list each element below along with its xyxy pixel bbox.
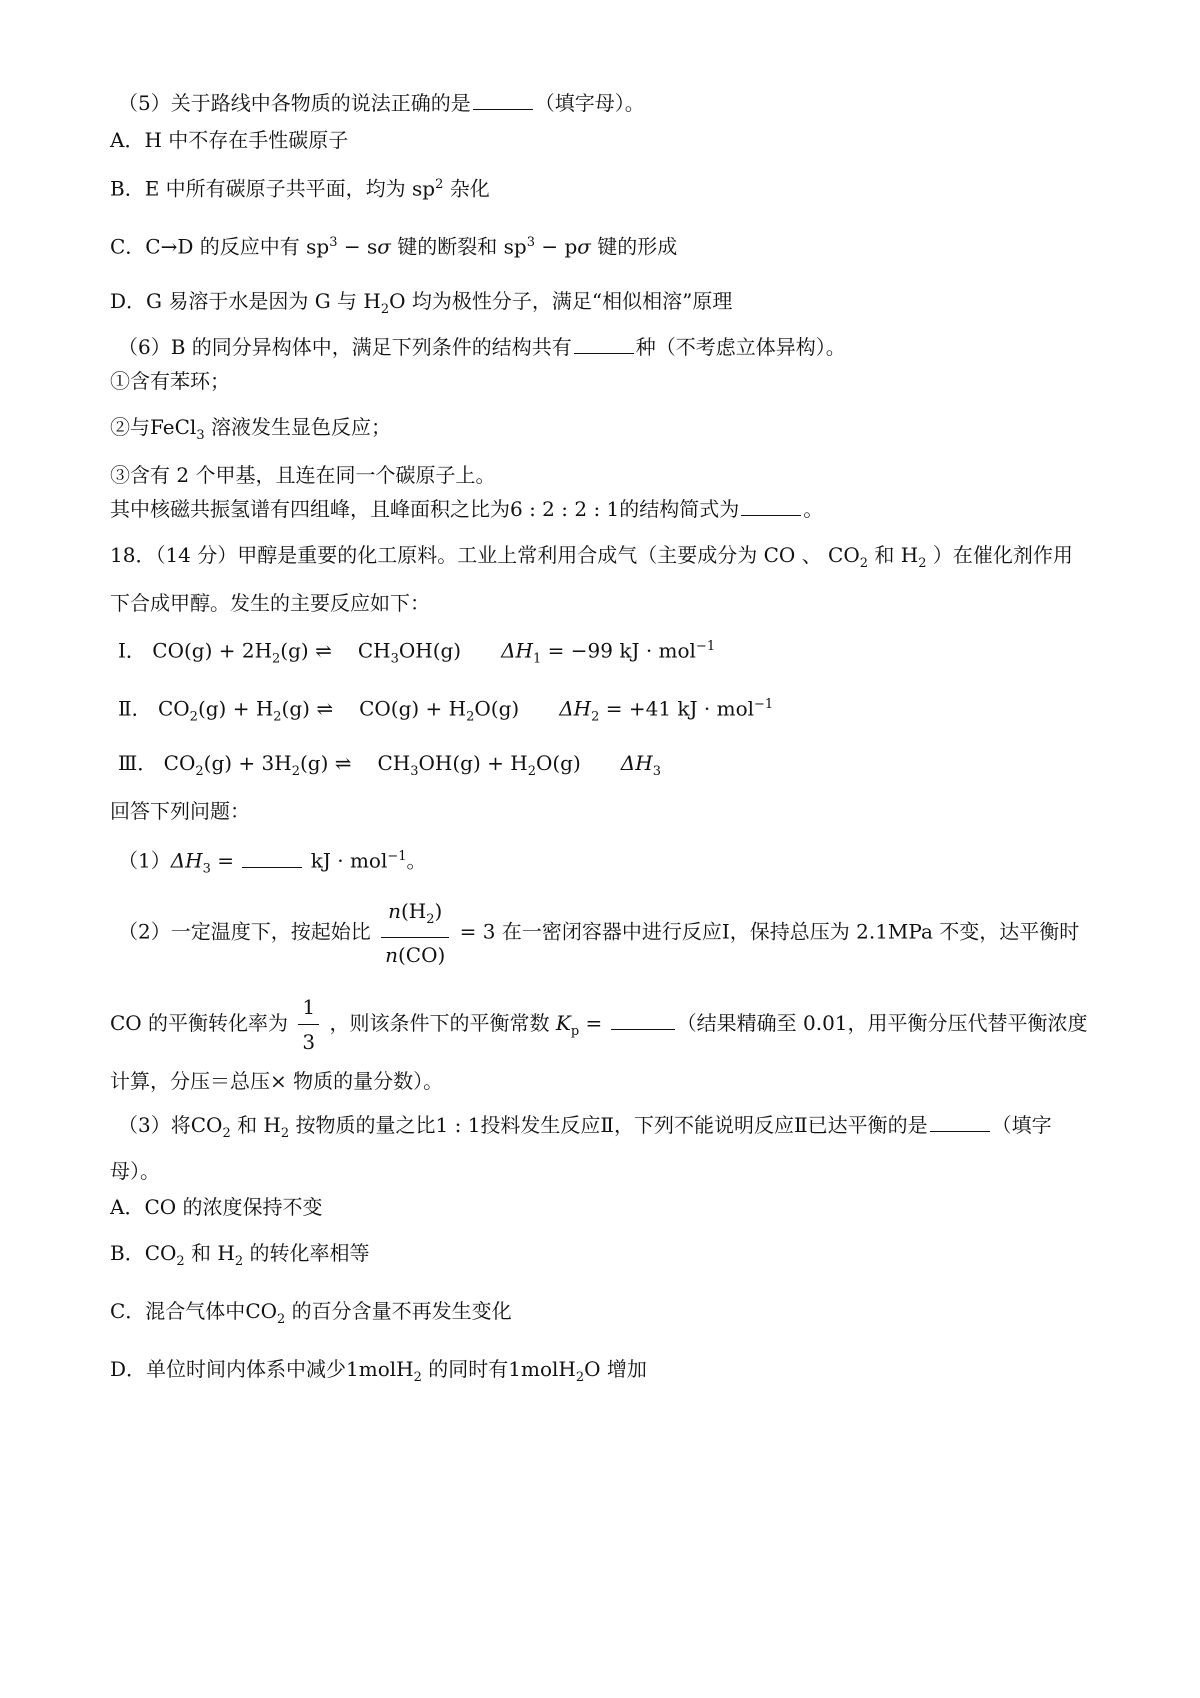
q18-option-c: C．混合气体中$CO_2$ 的百分含量不再发生变化 (110, 1299, 512, 1327)
q6-condition-1: ①含有苯环； (110, 369, 230, 393)
answer-intro: 回答下列问题： (110, 799, 250, 823)
reaction-1: Ⅰ． $CO(g) + 2H_2(g)$ ⇌ $CH_3OH(g) \Delta H_1 = -99$ kJ · mol$^{-1}$ (118, 638, 716, 667)
q18-part-2c: 计算，分压＝总压× 物质的量分数）。 (110, 1069, 444, 1093)
q5-option-b: B．E 中所有碳原子共平面，均为 $sp^2$ 杂化 (110, 176, 490, 201)
q18-intro-2: 下合成甲醇。发生的主要反应如下： (110, 591, 430, 615)
q5-stem: （5）关于路线中各物质的说法正确的是 （填字母）。 (118, 91, 645, 115)
q18-option-b: B．$CO_2$ 和 $H_2$ 的转化率相等 (110, 1241, 370, 1269)
q6-condition-3: ③含有 2 个甲基，且连在同一个碳原子上。 (110, 463, 496, 487)
q18-option-a: A．CO 的浓度保持不变 (110, 1195, 323, 1219)
reaction-2: Ⅱ． $CO_2(g) + H_2(g)$ ⇌ $CO(g) + H_2O(g) \Delta H_2 = +41$ kJ · mol$^{-1}$ (118, 696, 774, 725)
q5-option-a: A．H 中不存在手性碳原子 (110, 128, 349, 152)
q5-option-c: C．C→D 的反应中有 $sp^3 - s\sigma$ 键的断裂和 $sp^3 - p\sigma$ 键的形成 (110, 234, 678, 259)
q18-p3-blank[interactable] (930, 1113, 990, 1132)
q18-part-1: $(1)\Delta H_3$ = kJ · mol$^{-1}$。 (118, 848, 427, 877)
q18-part-2b: CO 的平衡转化率为 $\frac{1}{3}$ ，则该条件下的平衡常数 $K_p$ = （结果精确至 0.01，用平衡分压代替平衡浓度 (110, 990, 1088, 1059)
q18-intro: 18．（14 分）甲醇是重要的化工原料。工业上常利用合成气（主要成分为 CO 、 $CO_2$ 和 $H_2$ ）在催化剂作用 (110, 543, 1073, 571)
q6-structure-blank[interactable] (741, 497, 801, 516)
q6-stem: （6）B 的同分异构体中，满足下列条件的结构共有 种（不考虑立体异构）。 (118, 335, 846, 359)
reaction-3: Ⅲ． $CO_2(g) + 3H_2(g)$ ⇌ $CH_3OH(g) + H_2O(g)$ $\Delta H_3$ (118, 751, 661, 779)
q5-answer-blank[interactable] (473, 91, 533, 110)
q5-option-d: D．G 易溶于水是因为 G 与 $H_2O$ 均为极性分子，满足“相似相溶”原理 (110, 289, 733, 317)
q18-option-d: D．单位时间内体系中减少1molH$_2$ 的同时有1molH$_2$O 增加 (110, 1357, 647, 1385)
q18-p1-blank[interactable] (242, 849, 302, 868)
q6-answer-blank[interactable] (574, 335, 634, 354)
q6-tail: 其中核磁共振氢谱有四组峰，且峰面积之比为6 : 2 : 2 : 1的结构简式为 。 (110, 497, 824, 521)
q18-part-3: （3）将$CO_2$ 和 $H_2$ 按物质的量之比1 : 1投料发生反应Ⅱ，下列不能说明反应Ⅱ已达平衡的是 （填字 (118, 1113, 1052, 1141)
ratio-fraction: $\frac{n(H_2)}{n(CO)}$ (381, 894, 449, 972)
q18-part-2: （2）一定温度下，按起始比 $\frac{n(H_2)}{n(CO)}$ = 3 在一密闭容器中进行反应Ⅰ，保持总压为 2.1MPa 不变，达平衡时 (118, 894, 1079, 972)
kp-blank[interactable] (611, 1011, 675, 1030)
q6-condition-2: ②与FeCl$_3$ 溶液发生显色反应； (110, 415, 391, 443)
q18-part-3b: 母）。 (110, 1159, 160, 1183)
conversion-fraction: $\frac{1}{3}$ (298, 990, 319, 1059)
